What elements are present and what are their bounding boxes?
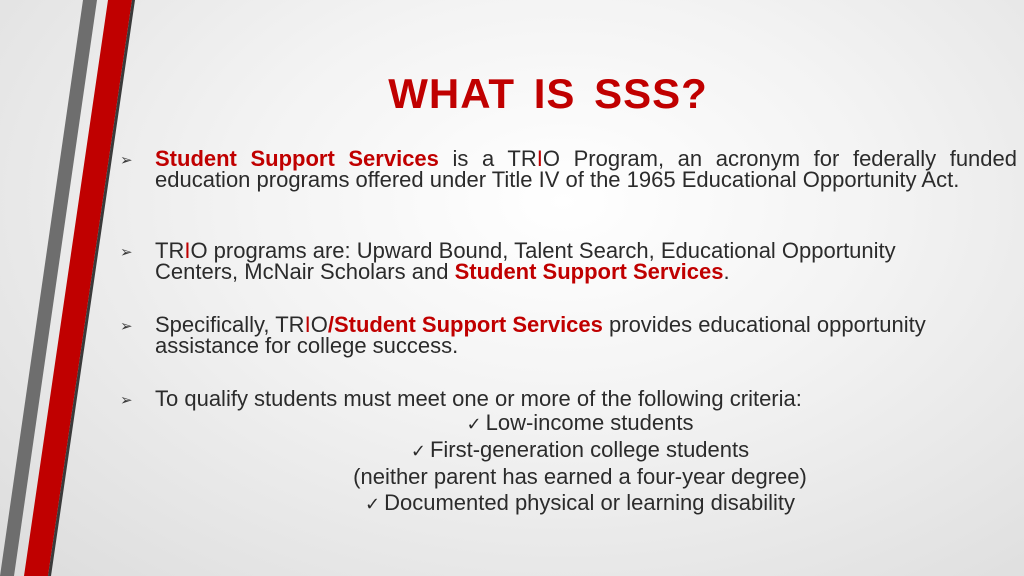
arrow-bullet-icon: ➢ <box>120 152 133 169</box>
checkmark-icon: ✓ <box>466 414 482 434</box>
arrow-bullet-icon: ➢ <box>120 318 133 335</box>
criteria-note: (neither parent has earned a four-year degree) <box>353 464 807 489</box>
criteria-item-disability: ✓ Documented physical or learning disability <box>365 490 795 515</box>
checkmark-icon: ✓ <box>365 494 381 514</box>
checkmark-icon: ✓ <box>410 441 426 461</box>
criteria-item-first-gen: ✓ First-generation college students <box>410 437 750 462</box>
bullet-text-2: TRIO programs are: Upward Bound, Talent Search, Educational Opportunity Centers, McNair Scholars and Student Support Services. <box>155 238 896 284</box>
sss-highlight: /Student Support Services <box>327 312 603 337</box>
arrow-bullet-icon: ➢ <box>120 244 133 261</box>
sss-highlight: Student Support Services <box>155 146 439 171</box>
arrow-bullet-icon: ➢ <box>120 392 133 409</box>
criteria-item-low-income: ✓ Low-income students <box>466 410 694 435</box>
criteria-list <box>0 410 1024 517</box>
bullet-text-3: Specifically, TRIO/Student Support Services provides educational opportunity assistance for college success. <box>155 312 926 358</box>
bullet-text-1: Student Support Services is a TRIO Program, an acronym for federally funded education programs offered under Title IV of the 1965 Educational Opportunity Act. <box>155 146 1017 192</box>
page-title: WHAT IS SSS? <box>388 70 708 117</box>
sss-highlight: Student Support Services <box>454 259 724 284</box>
bullet-text-4: To qualify students must meet one or more of the following criteria: <box>155 386 802 411</box>
